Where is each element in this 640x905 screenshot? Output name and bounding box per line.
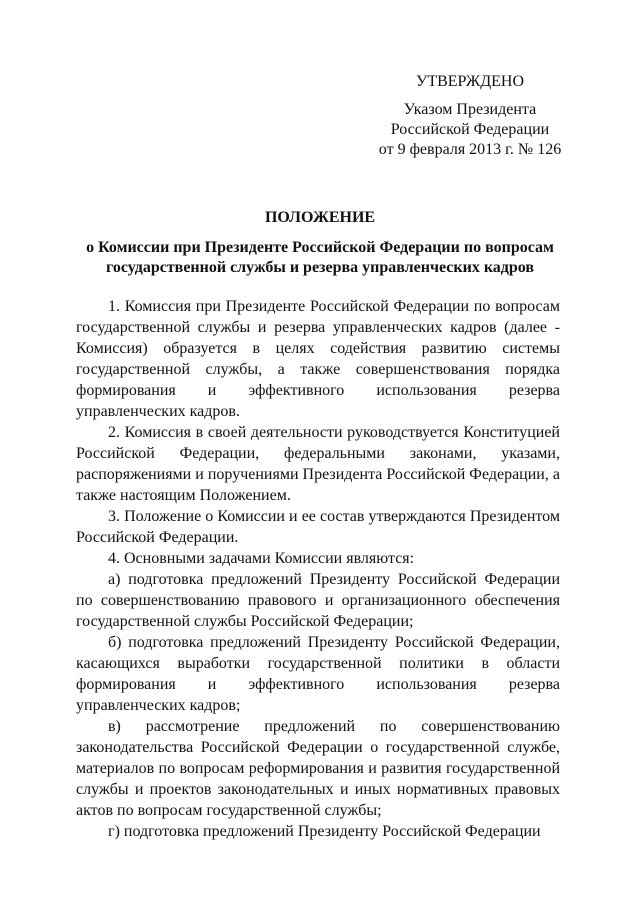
paragraph-2: 2. Комиссия в своей деятельности руководствуется Конституцией Российской Федерации, федеральными законами, указами, распоряжениями и поручениями Президента Российской Федерации, а также настоящим Положением.	[76, 424, 560, 504]
approval-line-1: Указом Президента	[403, 101, 537, 118]
paragraph-4a: а) подготовка предложений Президенту Российской Федерации по совершенствованию правового и организационного обеспечения государственной службы Российской Федерации;	[76, 571, 560, 630]
paragraph-4b: б) подготовка предложений Президенту Российской Федерации, касающихся выработки государственной политики в области формирования и эффективного использования резерва управленческих кадров;	[76, 634, 560, 714]
document-title: ПОЛОЖЕНИЕ	[264, 209, 376, 226]
paragraph-1: 1. Комиссия при Президенте Российской Федерации по вопросам государственной службы и резерва управленческих кадров (далее - Комиссия) образуется в целях содействия развитию системы государственной службы, а также совершенствования порядка формирования и эффективного использования резерва управленческих кадров.	[76, 298, 560, 420]
approval-block	[360, 72, 580, 160]
paragraph-4g: г) подготовка предложений Президенту Российской Федерации	[108, 823, 541, 840]
approval-line-3: от 9 февраля 2013 г. № 126	[378, 141, 562, 158]
approval-stamp: УТВЕРЖДЕНО	[415, 73, 524, 90]
paragraph-3: 3. Положение о Комиссии и ее состав утверждаются Президентом Российской Федерации.	[76, 508, 560, 546]
paragraph-4: 4. Основными задачами Комиссии являются:	[108, 550, 415, 567]
paragraph-4v: в) рассмотрение предложений по совершенствованию законодательства Российской Федерации о государственной службе, материалов по вопросам реформирования и развития государственной службы и проектов законодательных и иных нормативных правовых актов по вопросам государственной службы;	[76, 718, 560, 819]
document-body	[76, 296, 560, 842]
document-subtitle: о Комиссии при Президенте Российской Федерации по вопросам государственной службы и резерва управленческих кадров	[86, 239, 554, 276]
approval-line-2: Российской Федерации	[390, 121, 550, 138]
